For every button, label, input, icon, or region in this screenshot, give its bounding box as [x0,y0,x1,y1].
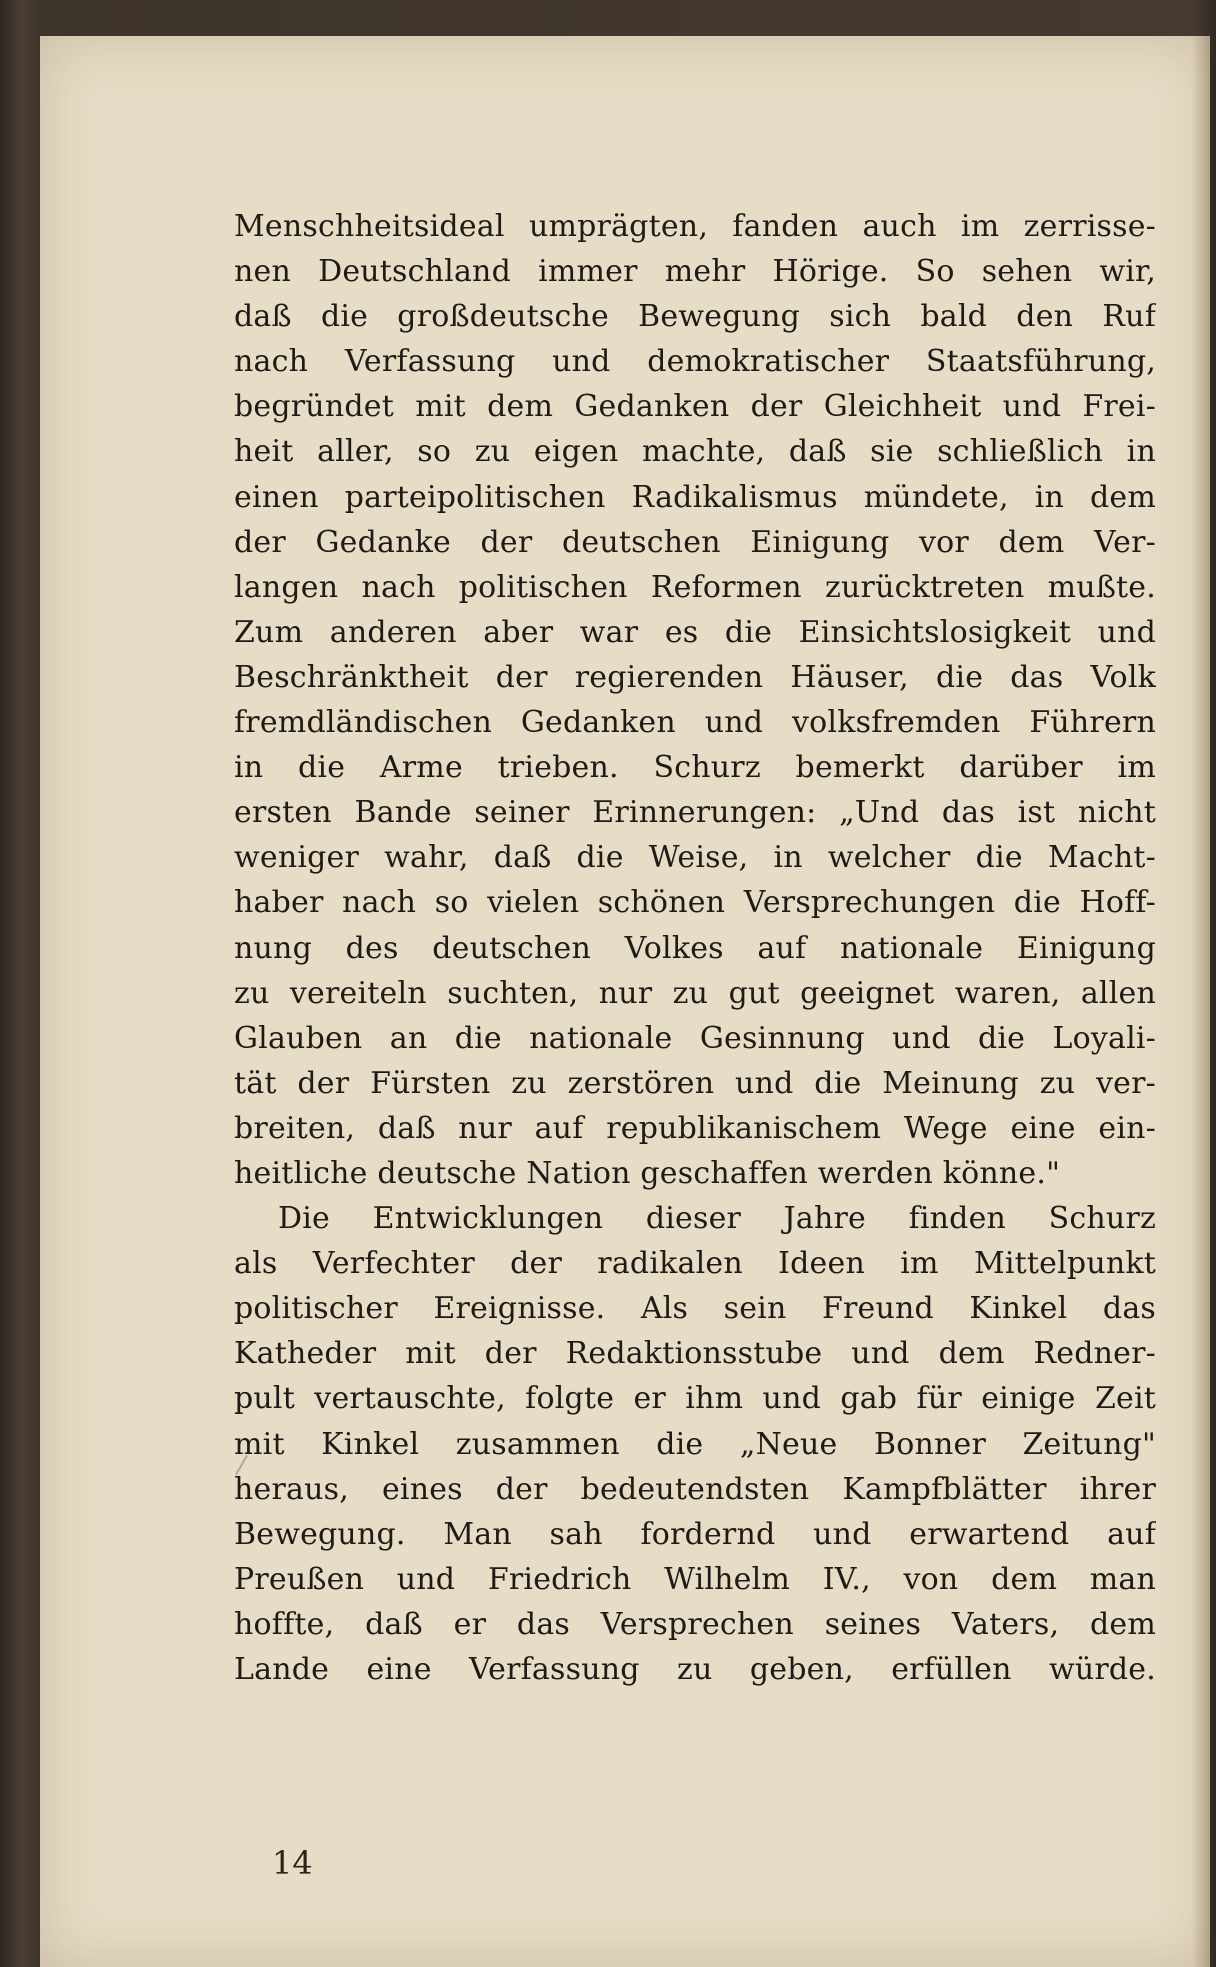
text-line: nen Deutschland immer mehr Hörige. So sehen wir, [234,254,1156,290]
text-line: begründet mit dem Gedanken der Gleichheit und Frei- [234,389,1156,425]
text-line: haber nach so vielen schönen Versprechungen die Hoff- [234,885,1156,921]
book-page [40,36,1210,1967]
text-line: daß die großdeutsche Bewegung sich bald den Ruf [234,299,1156,335]
text-line: heraus, eines der bedeutendsten Kampfblätter ihrer [234,1471,1156,1507]
text-line: heit aller, so zu eigen machte, daß sie schließlich in [234,434,1156,470]
text-line: Zum anderen aber war es die Einsichtslosigkeit und [234,614,1156,650]
text-line: hoffte, daß er das Versprechen seines Vaters, dem [234,1606,1156,1642]
text-line: Die Entwicklungen dieser Jahre finden Schurz [278,1201,1156,1237]
text-line: Katheder mit der Redaktionsstube und dem Redner- [234,1336,1156,1372]
text-line: in die Arme trieben. Schurz bemerkt darüber im [234,750,1156,786]
text-line: einen parteipolitischen Radikalismus mündete, in dem [234,479,1156,515]
text-line: politischer Ereignisse. Als sein Freund Kinkel das [234,1291,1156,1327]
text-line: als Verfechter der radikalen Ideen im Mittelpunkt [234,1246,1156,1282]
text-line: heitliche deutsche Nation geschaffen werden könne." [234,1155,1061,1191]
text-line: nach Verfassung und demokratischer Staatsführung, [234,344,1156,380]
text-line: zu vereiteln suchten, nur zu gut geeignet waren, allen [234,975,1156,1011]
text-line: Bewegung. Man sah fordernd und erwartend auf [234,1516,1156,1552]
text-line: Glauben an die nationale Gesinnung und die Loyali- [234,1020,1156,1056]
text-line: ersten Bande seiner Erinnerungen: „Und das ist nicht [234,795,1156,831]
text-line: weniger wahr, daß die Weise, in welcher die Macht- [234,840,1156,876]
page-number: 14 [272,1844,313,1882]
body-text [234,204,1156,1692]
text-line: Lande eine Verfassung zu geben, erfüllen würde. [234,1652,1156,1687]
text-line: breiten, daß nur auf republikanischem Wege eine ein- [234,1110,1156,1146]
text-line: pult vertauschte, folgte er ihm und gab für einige Zeit [234,1381,1156,1417]
text-line: Beschränktheit der regierenden Häuser, die das Volk [234,659,1156,695]
text-line: mit Kinkel zusammen die „Neue Bonner Zeitung" [234,1426,1156,1462]
text-line: Menschheitsideal umprägten, fanden auch im zerrisse- [234,209,1156,244]
text-line: tät der Fürsten zu zerstören und die Meinung zu ver- [234,1065,1156,1101]
text-line: nung des deutschen Volkes auf nationale Einigung [234,930,1156,966]
text-line: fremdländischen Gedanken und volksfremden Führern [234,705,1156,741]
text-line: der Gedanke der deutschen Einigung vor dem Ver- [234,524,1156,560]
text-line: langen nach politischen Reformen zurücktreten mußte. [234,569,1156,605]
text-line: Preußen und Friedrich Wilhelm IV., von dem man [234,1561,1156,1597]
